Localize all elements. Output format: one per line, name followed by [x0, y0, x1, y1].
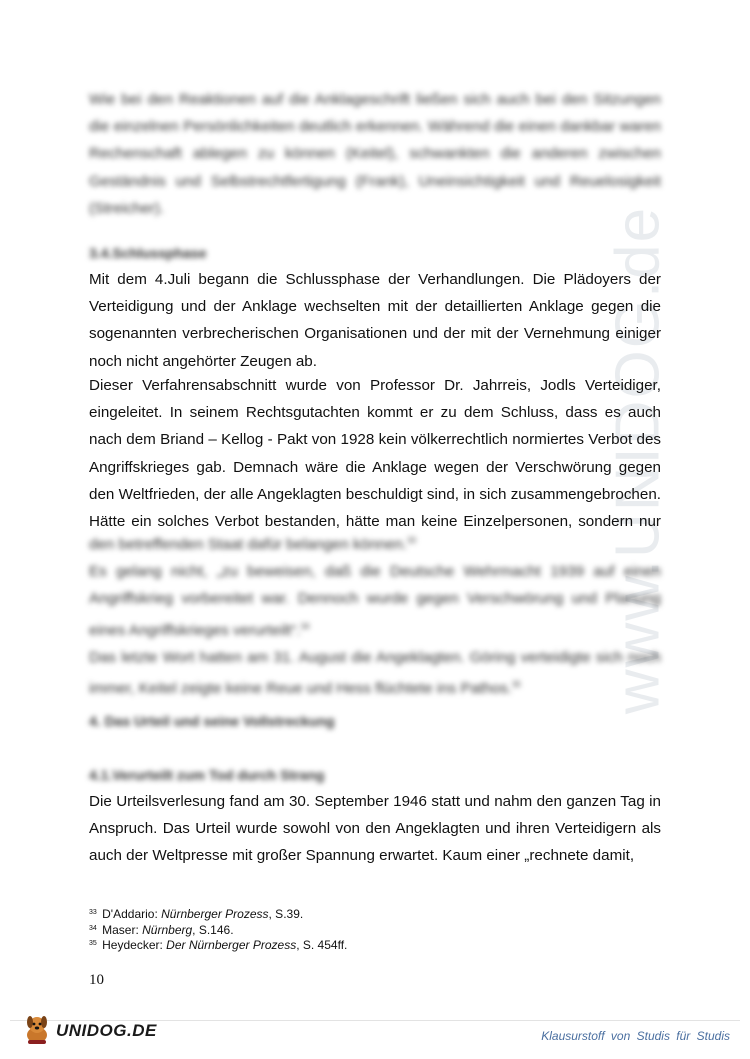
text-line: Angriffskrieges gab. Demnach wäre die Anklage wegen der Verschwörung gegen — [89, 458, 661, 476]
text-line: immer, Keitel zeigte keine Reue und Hess flüchtete ins Pathos.$^{35}$ — [89, 680, 521, 698]
text-line: Verteidigung und der Anklage wechselten mit der detaillierten Anklage gegen die — [89, 298, 661, 316]
dog-icon — [22, 1013, 52, 1050]
text-line: Mit dem 4.Juli begann die Schlussphase der Verhandlungen. Die Plädoyers der — [89, 271, 661, 288]
footnotes — [89, 906, 347, 953]
watermark: www.UNIDOG.de — [603, 205, 673, 715]
footer-tagline: Klausurstoff von Studis für Studis — [541, 1029, 730, 1043]
text-line: Geständnis und Selbstrechtfertigung (Frank), Uneinsichtigkeit und Reuelosigkeit — [89, 172, 661, 190]
text-line: noch nicht angehörter Zeugen ab. — [89, 352, 317, 370]
text-line: Hätte ein solches Verbot bestanden, hätte man keine Einzelpersonen, sondern nur — [89, 513, 661, 531]
text-line: nach dem Briand – Kellog - Pakt von 1928 kein völkerrechtlich normiertes Verbot des — [89, 431, 661, 449]
text-line: sogenannten verbrecherischen Organisationen und der mit der Vernehmung einiger — [89, 325, 661, 343]
footnote: $^{33}$ D'Addario: Nürnberger Prozess, S.39. — [89, 907, 304, 921]
text-line: Angriffskrieg vorbereitet war. Dennoch wurde gegen Verschwörung und Planung — [89, 590, 661, 608]
text-line: die einzelnen Persönlichkeiten deutlich erkennen. Während die einen dankbar waren — [89, 118, 661, 136]
paragraph-jahrreis — [89, 372, 661, 535]
text-line: Das letzte Wort hatten am 31. August die Angeklagten. Göring verteidigte sich noch — [89, 648, 661, 666]
unidog-logo[interactable] — [22, 1014, 157, 1048]
footnote: $^{34}$ Maser: Nürnberg, S.146. — [89, 922, 234, 937]
text-line: Dieser Verfahrensabschnitt wurde von Professor Dr. Jahrreis, Jodls Verteidiger, — [89, 377, 661, 394]
text-line: Rechenschaft ablegen zu können (Keitel), schwankten die anderen zwischen — [89, 145, 661, 163]
text-line: den Weltfrieden, der alle Angeklagten beschuldigt sind, in sich zusammengebrochen. — [89, 485, 661, 503]
text-line: Die Urteilsverlesung fand am 30. September 1946 statt und nahm den ganzen Tag in — [89, 793, 661, 810]
text-line: eingeleitet. In seinem Rechtsgutachten kommt er zu dem Schluss, dass es auch — [89, 404, 661, 422]
blurred-paragraph-top — [89, 86, 661, 222]
blurred-paragraph-middle — [89, 527, 661, 702]
section-heading-4-1: 4.1.Verurteilt zum Tod durch Strang — [89, 767, 325, 783]
footnote: $^{35}$ Heydecker: Der Nürnberger Prozess, S. 454ff. — [89, 938, 348, 952]
paragraph-schlussphase — [89, 266, 661, 375]
paragraph-urteilsverlesung — [89, 788, 661, 870]
text-line: eines Angriffskrieges verurteilt“.$^{34}$ — [89, 621, 310, 639]
section-heading-4: 4. Das Urteil und seine Vollstreckung — [89, 713, 335, 729]
text-line: Es gelang nicht, „zu beweisen, daß die Deutsche Wehrmacht 1939 auf einen — [89, 563, 661, 581]
section-heading-3-4: 3.4.Schlussphase — [89, 245, 207, 261]
text-line: Wie bei den Reaktionen auf die Anklageschrift ließen sich auch bei den Sitzungen — [89, 91, 661, 108]
logo-text: UNIDOG.DE — [56, 1021, 157, 1040]
text-line: auch der Weltpresse mit großer Spannung erwartet. Kaum einer „rechnete damit, — [89, 847, 635, 865]
text-line: Anspruch. Das Urteil wurde sowohl von den Angeklagten und ihren Verteidigern als — [89, 820, 661, 838]
text-line: (Streicher). — [89, 199, 165, 217]
page-number: 10 — [89, 972, 104, 988]
text-line: den betreffenden Staat dafür belangen können.$^{33}$ — [89, 536, 416, 553]
